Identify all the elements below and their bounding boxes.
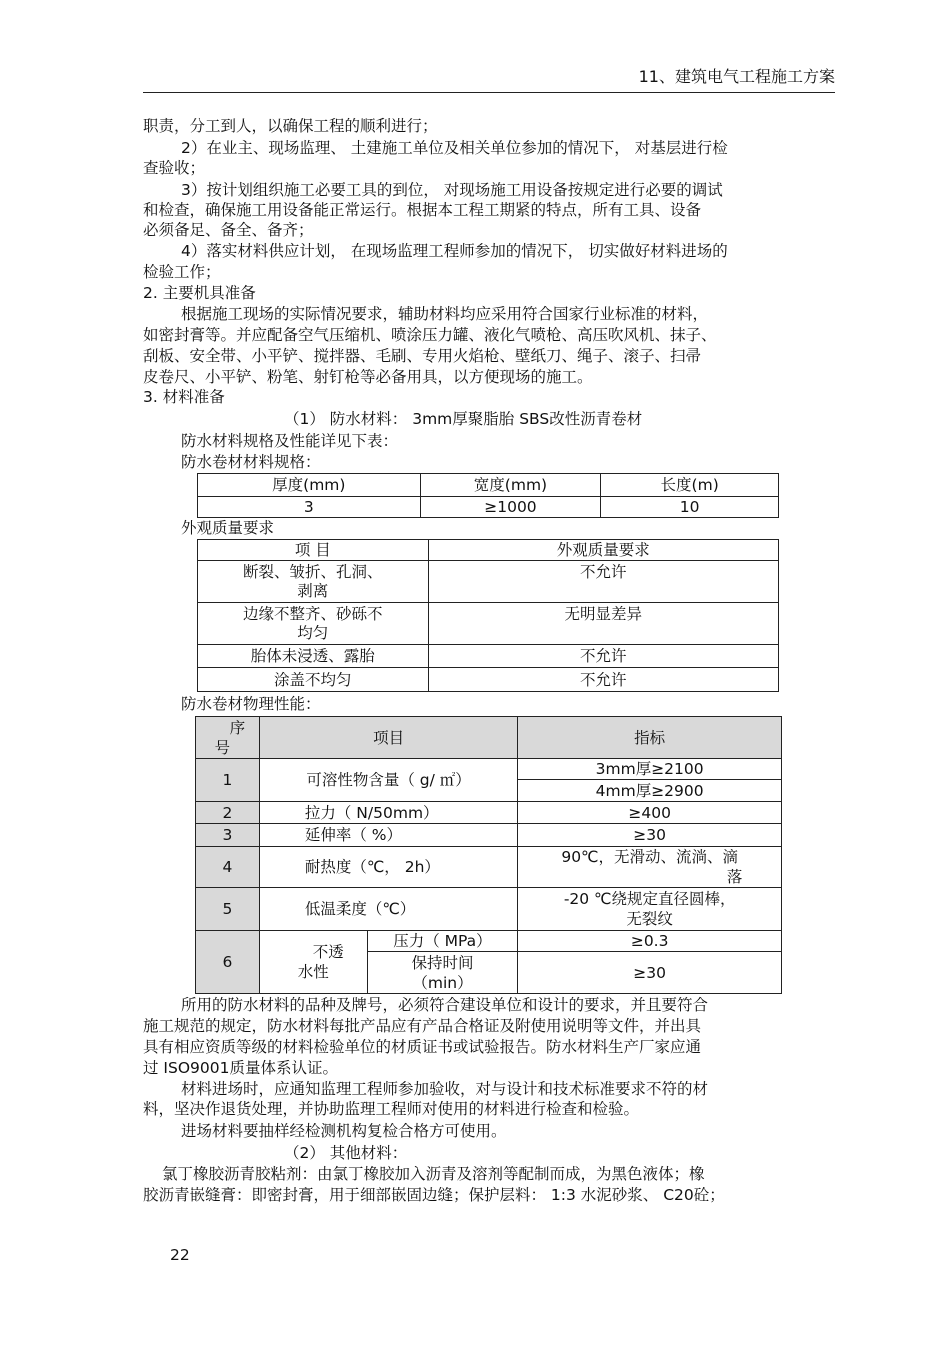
data-cell: 不允许 xyxy=(428,561,778,603)
data-cell: ≥1000 xyxy=(420,497,601,518)
value-cell: 4mm厚≥2900 xyxy=(518,780,782,802)
item-cell: 耐热度（℃， 2h） xyxy=(259,847,517,888)
table-caption: 外观质量要求 xyxy=(181,519,275,537)
body-line: 如密封膏等。并应配备空气压缩机、喷涂压力罐、液化气喷枪、高压吹风机、抹子、 xyxy=(143,326,717,344)
cell-text: 断裂、皱折、孔洞、 xyxy=(243,562,383,581)
sub-item-cell xyxy=(367,952,518,994)
body-line: 施工规范的规定，防水材料每批产品应有产品合格证及附使用说明等文件，并出具 xyxy=(143,1017,702,1035)
cell-text: 落 xyxy=(726,868,743,886)
body-line: 料，坚决作退货处理，并协助监理工程师对使用的材料进行检查和检验。 xyxy=(143,1100,640,1118)
row-number: 4 xyxy=(196,847,260,888)
body-line: 具有相应资质等级的材料检验单位的材质证书或试验报告。防水材料生产厂家应通 xyxy=(143,1038,702,1056)
item-cell: 低温柔度（℃） xyxy=(259,888,517,931)
item-cell: 可溶性物含量（ g/ ㎡） xyxy=(259,759,517,802)
body-line: 必须备足、备全、备齐； xyxy=(143,221,314,239)
table-caption: 防水卷材材料规格： xyxy=(181,453,321,471)
section-heading: 3. 材料准备 xyxy=(143,388,225,406)
data-cell: 无明显差异 xyxy=(428,603,778,645)
row-number: 1 xyxy=(196,759,260,802)
spec-table xyxy=(197,473,779,518)
body-line: 和检查，确保施工用设备能正常运行。根据本工程工期紧的特点，所有工具、设备 xyxy=(143,201,702,219)
body-line: 2）在业主、现场监理、 土建施工单位及相关单位参加的情况下， 对基层进行检 xyxy=(181,139,728,157)
header-cell: 指标 xyxy=(518,717,782,759)
body-line: 刮板、安全带、小平铲、搅拌器、毛刷、专用火焰枪、壁纸刀、绳子、滚子、扫帚 xyxy=(143,347,702,365)
body-line: 防水材料规格及性能详见下表： xyxy=(181,432,399,450)
cell-text: （min） xyxy=(412,973,473,992)
physical-table xyxy=(195,716,782,994)
header-cell: 项 目 xyxy=(198,540,429,561)
cell-text: 不透 xyxy=(312,943,344,961)
data-cell: 不允许 xyxy=(428,645,778,668)
section-heading: 2. 主要机具准备 xyxy=(143,284,256,302)
data-cell: 涂盖不均匀 xyxy=(198,668,429,692)
cell-text: -20 ℃绕规定直径圆棒， xyxy=(563,890,736,908)
row-number: 2 xyxy=(196,802,260,824)
cell-text: 水性 xyxy=(297,963,329,981)
cell-text: 剥离 xyxy=(297,581,329,600)
body-line: 皮卷尺、小平铲、粉笔、射钉枪等必备用具，以方便现场的施工。 xyxy=(143,368,593,386)
body-line: 检验工作； xyxy=(143,263,221,281)
value-cell: 3mm厚≥2100 xyxy=(518,759,782,780)
cell-text: 均匀 xyxy=(297,623,329,642)
body-line: 职责，分工到人，以确保工程的顺利进行； xyxy=(143,117,438,135)
header-rule xyxy=(143,92,835,93)
item-cell: 拉力（ N/50mm） xyxy=(259,802,517,824)
body-line: 4）落实材料供应计划， 在现场监理工程师参加的情况下， 切实做好材料进场的 xyxy=(181,242,728,260)
row-number: 5 xyxy=(196,888,260,931)
value-cell: ≥400 xyxy=(518,802,782,824)
data-cell: 不允许 xyxy=(428,668,778,692)
data-cell: 胎体未浸透、露胎 xyxy=(198,645,429,668)
body-line: 查验收； xyxy=(143,159,206,177)
page-number: 22 xyxy=(170,1246,190,1264)
cell-text: 90℃，无滑动、流淌、滴 xyxy=(561,848,738,866)
row-number: 6 xyxy=(196,931,260,994)
cell-text: 无裂纹 xyxy=(626,910,673,928)
data-cell: 10 xyxy=(601,497,779,518)
appearance-table xyxy=(197,539,779,692)
body-line: 进场材料要抽样经检测机构复检合格方可使用。 xyxy=(181,1122,507,1140)
data-cell: 3 xyxy=(198,497,421,518)
header-no-2: 号 xyxy=(214,738,231,757)
header-cell: 项目 xyxy=(259,717,517,759)
body-line: 胶沥青嵌缝膏：即密封膏，用于细部嵌固边缝；保护层料： 1:3 水泥砂浆、 C20砼； xyxy=(143,1186,725,1204)
sub-item-cell: 压力（ MPa） xyxy=(367,931,518,952)
header-cell: 长度(m) xyxy=(601,474,779,497)
value-cell xyxy=(518,847,782,888)
body-line: 所用的防水材料的品种及牌号，必须符合建设单位和设计的要求，并且要符合 xyxy=(181,996,709,1014)
header-cell: 宽度(mm) xyxy=(420,474,601,497)
subsection-heading: （1） 防水材料： 3mm厚聚脂胎 SBS改性沥青卷材 xyxy=(284,410,643,428)
page-header: 11、建筑电气工程施工方案 xyxy=(638,67,835,86)
body-line: 根据施工现场的实际情况要求，辅助材料均应采用符合国家行业标准的材料， xyxy=(181,305,709,323)
item-cell: 延伸率（ %） xyxy=(259,824,517,847)
header-no-1: 序 xyxy=(229,718,246,737)
data-cell xyxy=(198,561,429,603)
value-cell: ≥30 xyxy=(518,952,782,994)
header-cell: 外观质量要求 xyxy=(428,540,778,561)
value-cell: ≥30 xyxy=(518,824,782,847)
cell-text: 保持时间 xyxy=(411,953,474,972)
value-cell xyxy=(518,888,782,931)
item-cell xyxy=(259,931,367,994)
header-cell: 厚度(mm) xyxy=(198,474,421,497)
table-caption: 防水卷材物理性能： xyxy=(181,695,321,713)
body-line: 材料进场时，应通知监理工程师参加验收，对与设计和技术标准要求不符的材 xyxy=(181,1080,709,1098)
body-line: 3）按计划组织施工必要工具的到位， 对现场施工用设备按规定进行必要的调试 xyxy=(181,181,723,199)
row-number: 3 xyxy=(196,824,260,847)
body-line: 氯丁橡胶沥青胶粘剂：由氯丁橡胶加入沥青及溶剂等配制而成，为黑色液体；橡 xyxy=(162,1165,705,1183)
value-cell: ≥0.3 xyxy=(518,931,782,952)
header-cell xyxy=(196,717,260,759)
data-cell xyxy=(198,603,429,645)
body-line: 过 ISO9001质量体系认证。 xyxy=(143,1059,338,1077)
subsection-heading: （2） 其他材料： xyxy=(284,1144,408,1162)
cell-text: 边缘不整齐、砂砾不 xyxy=(243,604,383,623)
